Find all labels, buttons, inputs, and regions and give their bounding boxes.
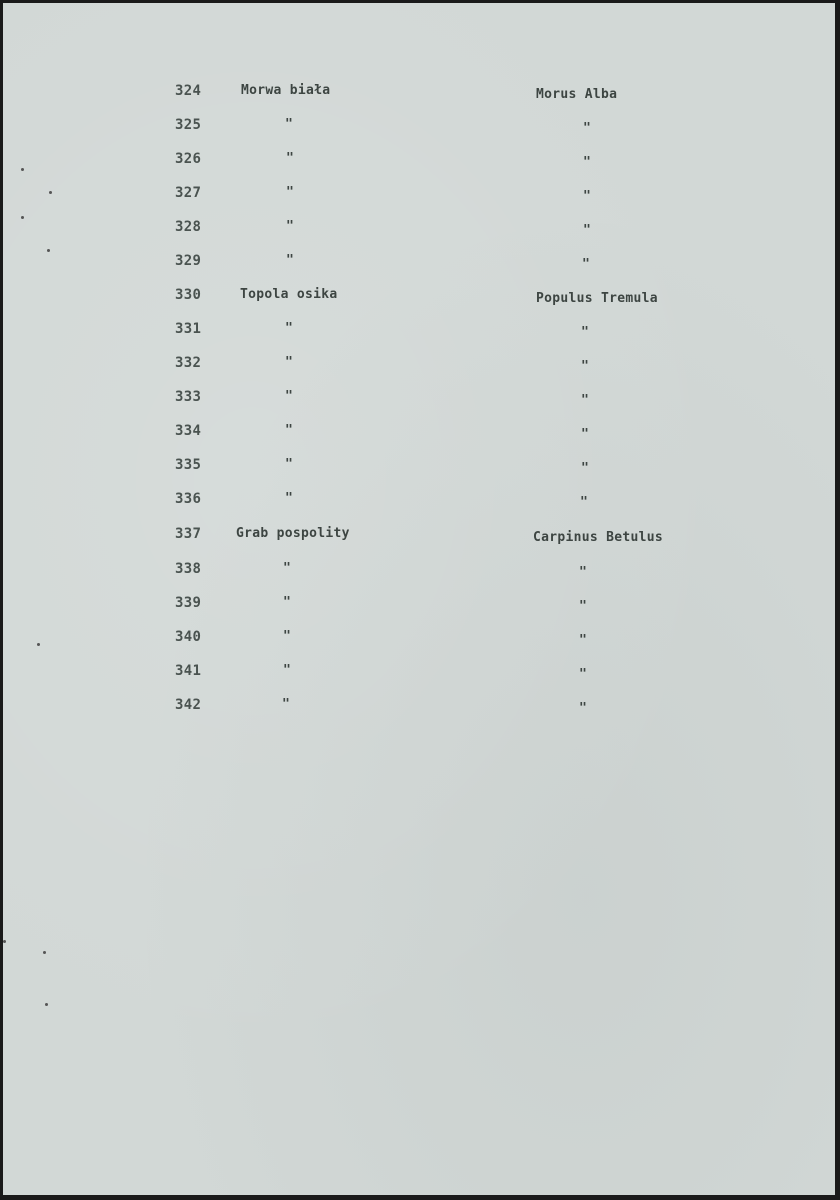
row-number: 330 xyxy=(175,287,202,303)
dust-speck xyxy=(43,951,46,954)
table-row xyxy=(3,219,835,243)
ditto-mark: " xyxy=(286,253,295,268)
dust-speck xyxy=(3,940,6,943)
ditto-mark: " xyxy=(285,321,294,336)
table-row xyxy=(3,287,835,311)
ditto-mark: " xyxy=(283,561,292,576)
table-row xyxy=(3,321,835,345)
table-row xyxy=(3,117,835,141)
row-number: 331 xyxy=(175,321,202,337)
row-number: 329 xyxy=(175,253,202,269)
ditto-mark: " xyxy=(581,359,590,374)
table-row xyxy=(3,83,835,107)
table-row xyxy=(3,389,835,413)
dust-speck xyxy=(47,249,50,252)
table-row xyxy=(3,491,835,515)
row-number: 339 xyxy=(175,595,202,611)
ditto-mark: " xyxy=(286,219,295,234)
ditto-mark: " xyxy=(583,121,592,136)
row-number: 342 xyxy=(175,697,202,713)
ditto-mark: " xyxy=(579,633,588,648)
table-row xyxy=(3,697,835,721)
polish-name: Topola osika xyxy=(240,287,338,302)
row-number: 336 xyxy=(175,491,202,507)
ditto-mark: " xyxy=(283,595,292,610)
ditto-mark: " xyxy=(579,565,588,580)
ditto-mark: " xyxy=(581,325,590,340)
ditto-mark: " xyxy=(285,491,294,506)
ditto-mark: " xyxy=(579,701,588,716)
ditto-mark: " xyxy=(282,697,291,712)
ditto-mark: " xyxy=(580,495,589,510)
table-row xyxy=(3,253,835,277)
table-row xyxy=(3,355,835,379)
polish-name: Morwa biała xyxy=(241,83,331,98)
ditto-mark: " xyxy=(579,667,588,682)
table-row xyxy=(3,526,835,550)
latin-name: Carpinus Betulus xyxy=(533,530,664,545)
dust-speck xyxy=(21,216,24,219)
row-number: 335 xyxy=(175,457,202,473)
row-number: 327 xyxy=(175,185,202,201)
dust-speck xyxy=(45,1003,48,1006)
ditto-mark: " xyxy=(583,189,592,204)
row-number: 324 xyxy=(175,83,202,99)
ditto-mark: " xyxy=(581,461,590,476)
ditto-mark: " xyxy=(582,257,591,272)
ditto-mark: " xyxy=(283,663,292,678)
row-number: 337 xyxy=(175,526,202,542)
row-number: 326 xyxy=(175,151,202,167)
ditto-mark: " xyxy=(283,629,292,644)
ditto-mark: " xyxy=(285,117,294,132)
row-number: 325 xyxy=(175,117,202,133)
row-number: 341 xyxy=(175,663,202,679)
latin-name: Populus Tremula xyxy=(536,291,658,306)
row-number: 332 xyxy=(175,355,202,371)
table-row xyxy=(3,561,835,585)
table-row xyxy=(3,663,835,687)
table-row xyxy=(3,629,835,653)
row-number: 340 xyxy=(175,629,202,645)
latin-name: Morus Alba xyxy=(536,87,618,102)
row-number: 328 xyxy=(175,219,202,235)
ditto-mark: " xyxy=(286,185,295,200)
ditto-mark: " xyxy=(579,599,588,614)
table-row xyxy=(3,151,835,175)
ditto-mark: " xyxy=(285,423,294,438)
ditto-mark: " xyxy=(581,427,590,442)
ditto-mark: " xyxy=(285,457,294,472)
ditto-mark: " xyxy=(583,223,592,238)
table-row xyxy=(3,457,835,481)
ditto-mark: " xyxy=(583,155,592,170)
row-number: 338 xyxy=(175,561,202,577)
dust-speck xyxy=(49,191,52,194)
dust-speck xyxy=(37,643,40,646)
ditto-mark: " xyxy=(286,151,295,166)
document-page xyxy=(3,3,835,1195)
ditto-mark: " xyxy=(285,355,294,370)
ditto-mark: " xyxy=(285,389,294,404)
ditto-mark: " xyxy=(581,393,590,408)
table-row xyxy=(3,423,835,447)
table-row xyxy=(3,595,835,619)
dust-speck xyxy=(21,168,24,171)
table-row xyxy=(3,185,835,209)
row-number: 334 xyxy=(175,423,202,439)
row-number: 333 xyxy=(175,389,202,405)
polish-name: Grab pospolity xyxy=(236,526,350,541)
